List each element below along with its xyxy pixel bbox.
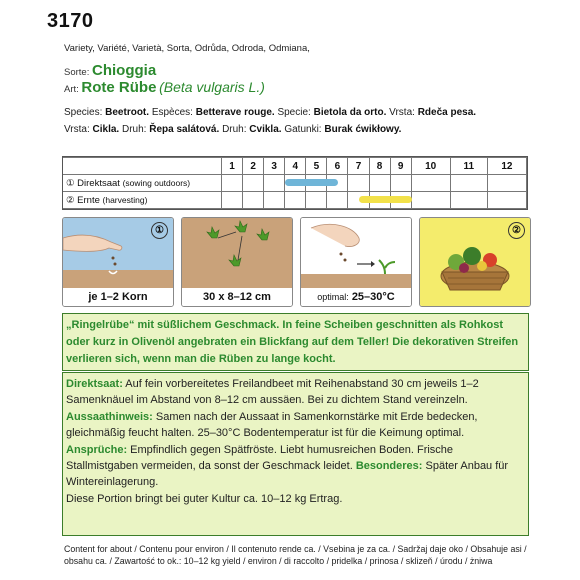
species-label: Vrsta:: [389, 107, 415, 118]
species-label: Specie:: [277, 107, 311, 118]
art-label: Art:: [64, 84, 79, 95]
description-text: „Ringelrübe“ mit süßlichem Geschmack. In feine Scheiben geschnitten als Rohkost oder kurz in Olivenöl angebraten ein Blickfang auf dem Teller! Die dekorativen Streifen verlieren sich, wenn man die Rüben zu lange kocht.: [66, 319, 519, 365]
row-sublabel: (harvesting): [102, 194, 148, 205]
direct-sowing-heading: Direktsaat:: [66, 378, 123, 390]
germination-icon: [301, 218, 411, 288]
species-value: Cikla.: [92, 124, 120, 135]
content-line-2: obsahu ca. / Zawartość to ok.: 10–12 kg yield / environ / di raccolto / pridelka / prinosa / sklizeň / úrodu / żniwa: [64, 556, 493, 566]
species-label: Gatunki:: [284, 124, 322, 135]
species-value: Řepa salátová.: [149, 124, 220, 135]
species-value: Cvikla.: [249, 124, 282, 135]
latin-name: (Beta vulgaris L.): [159, 79, 265, 95]
month-cell: 4: [285, 158, 306, 175]
seedlings-spacing-icon: [182, 218, 292, 288]
month-cell: 9: [390, 158, 411, 175]
month-cell: 8: [369, 158, 390, 175]
content-line-1: Content for about / Contenu pour environ / Il contenuto rende ca. / Vsebina je za ca. / Sadržaj dajе oko / Obsahuje asi /: [64, 544, 527, 554]
species-label: Druh:: [222, 124, 247, 135]
pictogram-germination: [300, 217, 412, 307]
row-label: ① Direktsaat: [66, 177, 120, 189]
species-label: Species:: [64, 107, 103, 118]
calendar-header-row: [63, 158, 527, 175]
sowing-notes-text: Samen nach der Aussaat in Samenkornstärke mit Erde bedecken, gleichmäßig feucht halten. 25–30°C Bodentemperatur ist für die Keimung optimal.: [66, 410, 478, 440]
sowing-notes-heading: Aussaathinweis:: [66, 410, 153, 423]
month-cell: 10: [411, 158, 450, 175]
species-value: Burak ćwikłowy.: [324, 124, 402, 135]
direct-sowing-text: Auf fein vorbereitetes Freilandbeet mit Reihenabstand 30 cm jeweils 1–2 Samenknäuel im Abstand von 8–12 cm aussäen. Bei zu dichtem Stand vereinzeln.: [66, 378, 479, 407]
sorte-label: Sorte:: [64, 67, 90, 78]
content-footer: [64, 543, 534, 567]
species-translations-2: [64, 124, 401, 135]
requirements-text: Empfindlich gegen Spätfröste. Liebt humusreichen Boden. Frische Stallmistgaben vermeiden, da sonst der Geschmack leidet.: [66, 443, 454, 473]
step-number: ②: [508, 222, 525, 239]
month-cell: 1: [222, 158, 243, 175]
month-cell: 2: [243, 158, 264, 175]
pictogram-label-value: 25–30°C: [351, 291, 395, 303]
pictogram-sowing: [62, 217, 174, 307]
pictogram-harvest: [419, 217, 531, 307]
pictogram-label-prefix: optimal:: [317, 292, 349, 302]
species-label: Druh:: [122, 124, 147, 135]
special-text: Später Anbau für Wintereinlagerung.: [66, 460, 509, 489]
month-cell: 3: [264, 158, 285, 175]
month-cell: 6: [327, 158, 348, 175]
pictogram-label: je 1–2 Korn: [63, 288, 173, 306]
species-label: Espèces:: [151, 107, 193, 118]
product-code: 3170: [47, 10, 94, 32]
month-cell: 5: [306, 158, 327, 175]
row-sublabel: (sowing outdoors): [122, 177, 191, 188]
calendar-row-sowing: [63, 175, 527, 192]
species-translations-1: [64, 107, 476, 118]
special-heading: Besonderes:: [355, 460, 423, 473]
species-label: Vrsta:: [64, 124, 90, 135]
step-number: ①: [151, 222, 168, 239]
pictogram-spacing: [181, 217, 293, 307]
pictogram-label: 30 x 8–12 cm: [182, 288, 292, 306]
instructions-text: [66, 376, 526, 507]
month-cell: 12: [487, 158, 526, 175]
variety-name-line: [64, 62, 156, 79]
month-cell: 11: [450, 158, 487, 175]
sowing-calendar: [62, 156, 528, 210]
yield-text: Diese Portion bringt bei guter Kultur ca. 10–12 kg Ertrag.: [66, 492, 343, 505]
row-label: ② Ernte: [66, 194, 100, 206]
variety-line: Variety, Variété, Varietà, Sorta, Odrůda, Odroda, Odmiana,: [64, 43, 310, 54]
species-value: Rdeča pesa.: [417, 107, 477, 118]
requirements-heading: Ansprüche:: [66, 443, 128, 456]
species-name: Rote Rübe: [81, 79, 157, 96]
species-value: Betterave rouge.: [195, 107, 275, 118]
species-value: Beetroot.: [105, 107, 150, 118]
calendar-row-harvest: [63, 192, 527, 209]
month-cell: 7: [348, 158, 369, 175]
pictogram-label: [301, 288, 411, 306]
species-value: Bietola da orto.: [313, 107, 387, 118]
variety-name: Chioggia: [92, 62, 157, 79]
species-name-line: [64, 79, 265, 96]
